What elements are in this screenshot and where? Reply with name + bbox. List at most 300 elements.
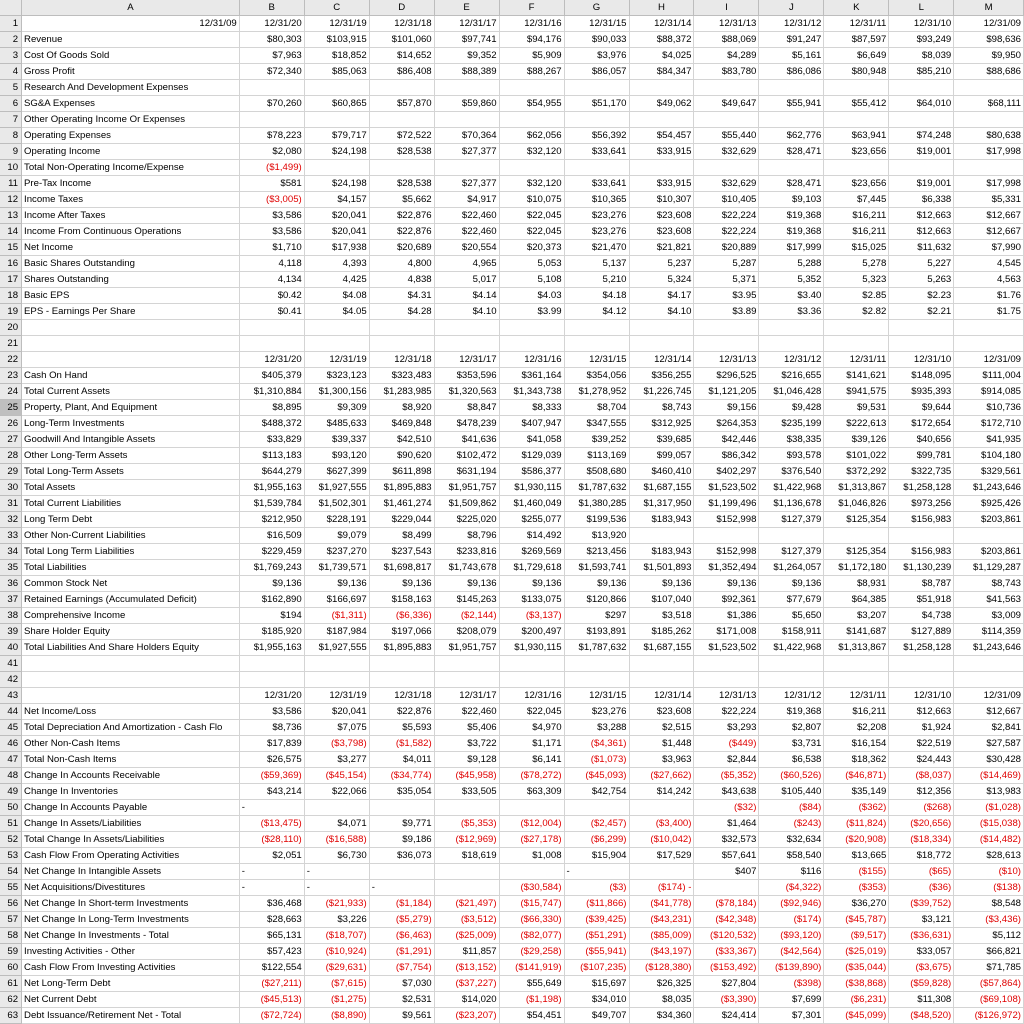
cell[interactable]: $16,211 bbox=[824, 224, 889, 240]
cell[interactable]: $9,136 bbox=[694, 576, 759, 592]
column-header-l[interactable]: L bbox=[889, 0, 954, 16]
cell[interactable]: $3,293 bbox=[694, 720, 759, 736]
cell[interactable]: $97,741 bbox=[434, 32, 499, 48]
cell[interactable]: $80,948 bbox=[824, 64, 889, 80]
cell[interactable]: ($20,656) bbox=[889, 816, 954, 832]
column-header-g[interactable]: G bbox=[564, 0, 629, 16]
cell[interactable]: $8,499 bbox=[369, 528, 434, 544]
cell[interactable]: ($20,908) bbox=[824, 832, 889, 848]
cell[interactable]: Total Long-Term Assets bbox=[22, 464, 240, 480]
cell[interactable]: $88,686 bbox=[954, 64, 1024, 80]
cell[interactable]: $9,136 bbox=[629, 576, 694, 592]
cell[interactable]: $9,644 bbox=[889, 400, 954, 416]
cell[interactable]: $11,632 bbox=[889, 240, 954, 256]
cell[interactable]: 12/31/10 bbox=[889, 16, 954, 32]
cell[interactable]: $2,531 bbox=[369, 992, 434, 1008]
cell[interactable]: $33,057 bbox=[889, 944, 954, 960]
cell[interactable]: ($23,207) bbox=[434, 1008, 499, 1024]
cell[interactable] bbox=[889, 112, 954, 128]
cell[interactable]: $5,662 bbox=[369, 192, 434, 208]
cell[interactable]: Total Current Liabilities bbox=[22, 496, 240, 512]
cell[interactable]: $63,309 bbox=[499, 784, 564, 800]
cell[interactable]: $54,955 bbox=[499, 96, 564, 112]
cell[interactable]: ($153,492) bbox=[694, 960, 759, 976]
cell[interactable]: $171,008 bbox=[694, 624, 759, 640]
cell[interactable]: $92,361 bbox=[694, 592, 759, 608]
cell[interactable] bbox=[694, 672, 759, 688]
cell[interactable]: $10,075 bbox=[499, 192, 564, 208]
cell[interactable]: 12/31/14 bbox=[629, 688, 694, 704]
cell[interactable]: $1,199,496 bbox=[694, 496, 759, 512]
cell[interactable]: $0.41 bbox=[239, 304, 304, 320]
cell[interactable]: $116 bbox=[759, 864, 824, 880]
cell[interactable]: $22,045 bbox=[499, 704, 564, 720]
cell[interactable] bbox=[564, 80, 629, 96]
cell[interactable]: $20,373 bbox=[499, 240, 564, 256]
cell[interactable]: 12/31/10 bbox=[889, 688, 954, 704]
cell[interactable]: ($1,311) bbox=[304, 608, 369, 624]
cell[interactable] bbox=[694, 320, 759, 336]
cell[interactable]: $24,198 bbox=[304, 176, 369, 192]
cell[interactable]: $93,578 bbox=[759, 448, 824, 464]
row-header[interactable]: 11 bbox=[0, 176, 22, 192]
cell[interactable]: ($72,724) bbox=[239, 1008, 304, 1024]
cell[interactable]: $101,060 bbox=[369, 32, 434, 48]
cell[interactable]: $405,379 bbox=[239, 368, 304, 384]
cell[interactable]: ($107,235) bbox=[564, 960, 629, 976]
cell[interactable]: $216,655 bbox=[759, 368, 824, 384]
cell[interactable]: $347,555 bbox=[564, 416, 629, 432]
cell[interactable]: ($45,154) bbox=[304, 768, 369, 784]
cell[interactable] bbox=[499, 336, 564, 352]
cell[interactable]: $485,633 bbox=[304, 416, 369, 432]
cell[interactable]: $1.76 bbox=[954, 288, 1024, 304]
row-header[interactable]: 40 bbox=[0, 640, 22, 656]
cell[interactable]: $213,456 bbox=[564, 544, 629, 560]
cell[interactable]: $941,575 bbox=[824, 384, 889, 400]
cell[interactable] bbox=[629, 160, 694, 176]
cell[interactable]: $172,654 bbox=[889, 416, 954, 432]
cell[interactable]: $55,440 bbox=[694, 128, 759, 144]
cell[interactable]: $6,141 bbox=[499, 752, 564, 768]
cell[interactable]: 12/31/12 bbox=[759, 16, 824, 32]
row-header[interactable]: 33 bbox=[0, 528, 22, 544]
cell[interactable]: $99,781 bbox=[889, 448, 954, 464]
cell[interactable]: $22,876 bbox=[369, 704, 434, 720]
cell[interactable]: $225,020 bbox=[434, 512, 499, 528]
cell[interactable]: $88,069 bbox=[694, 32, 759, 48]
cell[interactable]: $1,264,057 bbox=[759, 560, 824, 576]
cell[interactable]: $356,255 bbox=[629, 368, 694, 384]
cell[interactable]: $1,310,884 bbox=[239, 384, 304, 400]
cell[interactable] bbox=[759, 336, 824, 352]
cell[interactable]: $24,414 bbox=[694, 1008, 759, 1024]
cell[interactable]: ($6,299) bbox=[564, 832, 629, 848]
cell[interactable]: ($2,457) bbox=[564, 816, 629, 832]
cell[interactable]: $1,464 bbox=[694, 816, 759, 832]
cell[interactable] bbox=[954, 160, 1024, 176]
cell[interactable]: $23,608 bbox=[629, 208, 694, 224]
cell[interactable]: $55,941 bbox=[759, 96, 824, 112]
cell[interactable]: $90,620 bbox=[369, 448, 434, 464]
cell[interactable]: $17,938 bbox=[304, 240, 369, 256]
cell[interactable]: $36,073 bbox=[369, 848, 434, 864]
cell[interactable]: ($38,868) bbox=[824, 976, 889, 992]
cell[interactable]: $1,739,571 bbox=[304, 560, 369, 576]
cell[interactable]: ($45,093) bbox=[564, 768, 629, 784]
row-header[interactable]: 13 bbox=[0, 208, 22, 224]
cell[interactable]: $1,523,502 bbox=[694, 480, 759, 496]
column-header-b[interactable]: B bbox=[239, 0, 304, 16]
cell[interactable]: ($3,400) bbox=[629, 816, 694, 832]
cell[interactable]: 5,278 bbox=[824, 256, 889, 272]
row-header[interactable]: 53 bbox=[0, 848, 22, 864]
cell[interactable]: ($65) bbox=[889, 864, 954, 880]
cell[interactable]: $13,665 bbox=[824, 848, 889, 864]
cell[interactable]: $156,983 bbox=[889, 512, 954, 528]
cell[interactable]: ($25,009) bbox=[434, 928, 499, 944]
cell[interactable]: $14,242 bbox=[629, 784, 694, 800]
cell[interactable]: ($55,941) bbox=[564, 944, 629, 960]
row-header[interactable]: 25 bbox=[0, 400, 22, 416]
cell[interactable]: $508,680 bbox=[564, 464, 629, 480]
cell[interactable]: $16,154 bbox=[824, 736, 889, 752]
cell[interactable]: $9,186 bbox=[369, 832, 434, 848]
row-header[interactable]: 32 bbox=[0, 512, 22, 528]
cell[interactable]: ($3,512) bbox=[434, 912, 499, 928]
cell[interactable]: Change In Accounts Receivable bbox=[22, 768, 240, 784]
cell[interactable] bbox=[304, 320, 369, 336]
cell[interactable]: ($92,946) bbox=[759, 896, 824, 912]
cell[interactable]: $54,457 bbox=[629, 128, 694, 144]
cell[interactable] bbox=[239, 320, 304, 336]
cell[interactable]: $18,772 bbox=[889, 848, 954, 864]
cell[interactable]: $88,267 bbox=[499, 64, 564, 80]
cell[interactable]: $19,368 bbox=[759, 224, 824, 240]
cell[interactable]: $3,586 bbox=[239, 224, 304, 240]
cell[interactable]: ($8,037) bbox=[889, 768, 954, 784]
cell[interactable]: Total Non-Cash Items bbox=[22, 752, 240, 768]
cell[interactable]: ($37,227) bbox=[434, 976, 499, 992]
cell[interactable]: 12/31/16 bbox=[499, 352, 564, 368]
cell[interactable]: $102,472 bbox=[434, 448, 499, 464]
cell[interactable]: $1,313,867 bbox=[824, 640, 889, 656]
cell[interactable]: $33,915 bbox=[629, 144, 694, 160]
cell[interactable]: ($35,044) bbox=[824, 960, 889, 976]
cell[interactable]: $80,638 bbox=[954, 128, 1024, 144]
cell[interactable]: $65,131 bbox=[239, 928, 304, 944]
cell[interactable]: $15,697 bbox=[564, 976, 629, 992]
cell[interactable]: 12/31/14 bbox=[629, 352, 694, 368]
cell[interactable]: 12/31/20 bbox=[239, 352, 304, 368]
row-header[interactable]: 17 bbox=[0, 272, 22, 288]
cell[interactable]: $237,270 bbox=[304, 544, 369, 560]
cell[interactable]: 12/31/20 bbox=[239, 688, 304, 704]
cell[interactable]: $156,983 bbox=[889, 544, 954, 560]
cell[interactable]: 12/31/09 bbox=[954, 16, 1024, 32]
cell[interactable]: 12/31/10 bbox=[889, 352, 954, 368]
cell[interactable] bbox=[22, 688, 240, 704]
cell[interactable] bbox=[239, 672, 304, 688]
column-header-j[interactable]: J bbox=[759, 0, 824, 16]
cell[interactable]: 5,108 bbox=[499, 272, 564, 288]
cell[interactable]: $296,525 bbox=[694, 368, 759, 384]
cell[interactable]: $8,895 bbox=[239, 400, 304, 416]
cell[interactable]: $1,769,243 bbox=[239, 560, 304, 576]
cell[interactable]: $114,359 bbox=[954, 624, 1024, 640]
cell[interactable] bbox=[304, 80, 369, 96]
cell[interactable] bbox=[434, 864, 499, 880]
cell[interactable]: $353,596 bbox=[434, 368, 499, 384]
cell[interactable] bbox=[434, 320, 499, 336]
cell[interactable] bbox=[629, 112, 694, 128]
cell[interactable]: $22,460 bbox=[434, 704, 499, 720]
cell[interactable]: $55,649 bbox=[499, 976, 564, 992]
cell[interactable]: 12/31/17 bbox=[434, 16, 499, 32]
cell[interactable]: $11,857 bbox=[434, 944, 499, 960]
cell[interactable]: 5,371 bbox=[694, 272, 759, 288]
cell[interactable]: ($4,322) bbox=[759, 880, 824, 896]
cell[interactable]: $407,947 bbox=[499, 416, 564, 432]
cell[interactable] bbox=[499, 320, 564, 336]
cell[interactable]: $9,136 bbox=[369, 576, 434, 592]
cell[interactable]: $3,121 bbox=[889, 912, 954, 928]
cell[interactable]: ($84) bbox=[759, 800, 824, 816]
cell[interactable]: $3,586 bbox=[239, 208, 304, 224]
row-header[interactable]: 50 bbox=[0, 800, 22, 816]
row-header[interactable]: 47 bbox=[0, 752, 22, 768]
cell[interactable]: $42,446 bbox=[694, 432, 759, 448]
cell[interactable]: Total Depreciation And Amortization - Cash Flo bbox=[22, 720, 240, 736]
cell[interactable]: $122,554 bbox=[239, 960, 304, 976]
cell[interactable]: $103,915 bbox=[304, 32, 369, 48]
cell[interactable]: $22,224 bbox=[694, 208, 759, 224]
cell[interactable]: $9,136 bbox=[304, 576, 369, 592]
cell[interactable]: $22,876 bbox=[369, 224, 434, 240]
cell[interactable]: Net Income bbox=[22, 240, 240, 256]
cell[interactable]: ($41,778) bbox=[629, 896, 694, 912]
cell[interactable]: $62,776 bbox=[759, 128, 824, 144]
cell[interactable]: $15,904 bbox=[564, 848, 629, 864]
cell[interactable]: $22,045 bbox=[499, 208, 564, 224]
row-header[interactable]: 6 bbox=[0, 96, 22, 112]
cell[interactable] bbox=[889, 528, 954, 544]
cell[interactable]: $3.99 bbox=[499, 304, 564, 320]
cell[interactable]: ($45,787) bbox=[824, 912, 889, 928]
cell[interactable]: $323,483 bbox=[369, 368, 434, 384]
cell[interactable]: $12,663 bbox=[889, 208, 954, 224]
cell[interactable]: $4.31 bbox=[369, 288, 434, 304]
cell[interactable]: $3,731 bbox=[759, 736, 824, 752]
cell[interactable]: $90,033 bbox=[564, 32, 629, 48]
cell[interactable]: 12/31/15 bbox=[564, 688, 629, 704]
cell[interactable]: - bbox=[239, 864, 304, 880]
cell[interactable]: Basic EPS bbox=[22, 288, 240, 304]
cell[interactable]: Comprehensive Income bbox=[22, 608, 240, 624]
cell[interactable]: $1,129,287 bbox=[954, 560, 1024, 576]
cell[interactable]: ($3) bbox=[564, 880, 629, 896]
cell[interactable]: $19,368 bbox=[759, 208, 824, 224]
cell[interactable]: $9,136 bbox=[239, 576, 304, 592]
cell[interactable]: $7,963 bbox=[239, 48, 304, 64]
cell[interactable]: $129,039 bbox=[499, 448, 564, 464]
cell[interactable]: Total Change In Assets/Liabilities bbox=[22, 832, 240, 848]
cell[interactable]: Cost Of Goods Sold bbox=[22, 48, 240, 64]
cell[interactable]: Revenue bbox=[22, 32, 240, 48]
cell[interactable]: $8,039 bbox=[889, 48, 954, 64]
cell[interactable] bbox=[954, 112, 1024, 128]
cell[interactable]: Income From Continuous Operations bbox=[22, 224, 240, 240]
cell[interactable]: $41,935 bbox=[954, 432, 1024, 448]
cell[interactable] bbox=[889, 656, 954, 672]
cell[interactable]: $22,876 bbox=[369, 208, 434, 224]
cell[interactable]: 12/31/20 bbox=[239, 16, 304, 32]
cell[interactable]: Change In Assets/Liabilities bbox=[22, 816, 240, 832]
cell[interactable]: $8,796 bbox=[434, 528, 499, 544]
cell[interactable]: $51,918 bbox=[889, 592, 954, 608]
cell[interactable]: ($45,958) bbox=[434, 768, 499, 784]
cell[interactable]: Retained Earnings (Accumulated Deficit) bbox=[22, 592, 240, 608]
cell[interactable]: $93,120 bbox=[304, 448, 369, 464]
cell[interactable] bbox=[694, 880, 759, 896]
cell[interactable]: Common Stock Net bbox=[22, 576, 240, 592]
cell[interactable] bbox=[499, 80, 564, 96]
cell[interactable]: $9,561 bbox=[369, 1008, 434, 1024]
cell[interactable]: $23,276 bbox=[564, 208, 629, 224]
cell[interactable]: $1,895,883 bbox=[369, 480, 434, 496]
cell[interactable]: $212,950 bbox=[239, 512, 304, 528]
cell[interactable]: $1,930,115 bbox=[499, 640, 564, 656]
cell[interactable]: ($1,184) bbox=[369, 896, 434, 912]
cell[interactable]: ($45,513) bbox=[239, 992, 304, 1008]
cell[interactable] bbox=[434, 656, 499, 672]
cell[interactable] bbox=[239, 112, 304, 128]
cell[interactable]: $158,163 bbox=[369, 592, 434, 608]
cell[interactable]: $1,698,817 bbox=[369, 560, 434, 576]
cell[interactable]: 12/31/12 bbox=[759, 352, 824, 368]
cell[interactable]: $49,707 bbox=[564, 1008, 629, 1024]
cell[interactable]: $8,920 bbox=[369, 400, 434, 416]
cell[interactable]: ($1,499) bbox=[239, 160, 304, 176]
cell[interactable]: $127,379 bbox=[759, 512, 824, 528]
cell[interactable] bbox=[694, 336, 759, 352]
cell[interactable]: $87,597 bbox=[824, 32, 889, 48]
cell[interactable] bbox=[22, 336, 240, 352]
cell[interactable]: $6,538 bbox=[759, 752, 824, 768]
cell[interactable] bbox=[434, 880, 499, 896]
cell[interactable] bbox=[759, 80, 824, 96]
cell[interactable] bbox=[499, 160, 564, 176]
cell[interactable]: $1,930,115 bbox=[499, 480, 564, 496]
row-header[interactable]: 8 bbox=[0, 128, 22, 144]
cell[interactable]: - bbox=[239, 880, 304, 896]
cell[interactable]: $2,515 bbox=[629, 720, 694, 736]
cell[interactable] bbox=[759, 656, 824, 672]
cell[interactable]: ($69,108) bbox=[954, 992, 1024, 1008]
cell[interactable]: ($21,933) bbox=[304, 896, 369, 912]
row-header[interactable]: 58 bbox=[0, 928, 22, 944]
cell[interactable] bbox=[239, 80, 304, 96]
cell[interactable]: $23,656 bbox=[824, 144, 889, 160]
cell[interactable]: - bbox=[239, 800, 304, 816]
cell[interactable]: $57,641 bbox=[694, 848, 759, 864]
cell[interactable]: $64,385 bbox=[824, 592, 889, 608]
cell[interactable]: 5,237 bbox=[629, 256, 694, 272]
cell[interactable]: $185,262 bbox=[629, 624, 694, 640]
cell[interactable]: ($243) bbox=[759, 816, 824, 832]
cell[interactable] bbox=[629, 800, 694, 816]
cell[interactable]: 12/31/09 bbox=[954, 688, 1024, 704]
cell[interactable]: 12/31/17 bbox=[434, 352, 499, 368]
cell[interactable]: ($59,369) bbox=[239, 768, 304, 784]
cell[interactable]: $3,722 bbox=[434, 736, 499, 752]
cell[interactable]: $5,593 bbox=[369, 720, 434, 736]
cell[interactable]: $58,540 bbox=[759, 848, 824, 864]
cell[interactable]: $27,587 bbox=[954, 736, 1024, 752]
cell[interactable]: $16,509 bbox=[239, 528, 304, 544]
cell[interactable]: $1,460,049 bbox=[499, 496, 564, 512]
cell[interactable]: $57,423 bbox=[239, 944, 304, 960]
cell[interactable]: $35,149 bbox=[824, 784, 889, 800]
cell[interactable]: ($12,969) bbox=[434, 832, 499, 848]
row-header[interactable]: 1 bbox=[0, 16, 22, 32]
cell[interactable] bbox=[629, 864, 694, 880]
cell[interactable]: Cash On Hand bbox=[22, 368, 240, 384]
row-header[interactable]: 30 bbox=[0, 480, 22, 496]
cell[interactable]: $141,621 bbox=[824, 368, 889, 384]
cell[interactable]: $22,066 bbox=[304, 784, 369, 800]
cell[interactable] bbox=[824, 336, 889, 352]
cell[interactable]: $9,136 bbox=[434, 576, 499, 592]
row-header[interactable]: 24 bbox=[0, 384, 22, 400]
cell[interactable]: $1,130,239 bbox=[889, 560, 954, 576]
cell[interactable]: ($10) bbox=[954, 864, 1024, 880]
cell[interactable]: - bbox=[369, 880, 434, 896]
cell[interactable]: 5,287 bbox=[694, 256, 759, 272]
cell[interactable] bbox=[434, 80, 499, 96]
cell[interactable]: ($29,258) bbox=[499, 944, 564, 960]
cell[interactable]: $17,998 bbox=[954, 176, 1024, 192]
cell[interactable]: $99,057 bbox=[629, 448, 694, 464]
cell[interactable]: $9,128 bbox=[434, 752, 499, 768]
cell[interactable]: 4,134 bbox=[239, 272, 304, 288]
row-header[interactable]: 62 bbox=[0, 992, 22, 1008]
cell[interactable] bbox=[564, 656, 629, 672]
cell[interactable] bbox=[564, 336, 629, 352]
cell[interactable]: ($11,824) bbox=[824, 816, 889, 832]
row-header[interactable]: 29 bbox=[0, 464, 22, 480]
cell[interactable]: $402,297 bbox=[694, 464, 759, 480]
cell[interactable]: $85,063 bbox=[304, 64, 369, 80]
cell[interactable]: ($10,042) bbox=[629, 832, 694, 848]
cell[interactable]: $235,199 bbox=[759, 416, 824, 432]
cell[interactable]: $1,927,555 bbox=[304, 640, 369, 656]
cell[interactable]: $23,608 bbox=[629, 224, 694, 240]
cell[interactable]: $83,780 bbox=[694, 64, 759, 80]
cell[interactable]: Other Non-Current Liabilities bbox=[22, 528, 240, 544]
cell[interactable]: ($141,919) bbox=[499, 960, 564, 976]
cell[interactable]: $19,368 bbox=[759, 704, 824, 720]
cell[interactable]: $28,471 bbox=[759, 176, 824, 192]
cell[interactable]: Net Current Debt bbox=[22, 992, 240, 1008]
cell[interactable] bbox=[954, 80, 1024, 96]
cell[interactable]: $19,001 bbox=[889, 176, 954, 192]
cell[interactable]: $33,915 bbox=[629, 176, 694, 192]
cell[interactable] bbox=[564, 160, 629, 176]
cell[interactable]: $66,821 bbox=[954, 944, 1024, 960]
cell[interactable]: $85,210 bbox=[889, 64, 954, 80]
column-header-c[interactable]: C bbox=[304, 0, 369, 16]
